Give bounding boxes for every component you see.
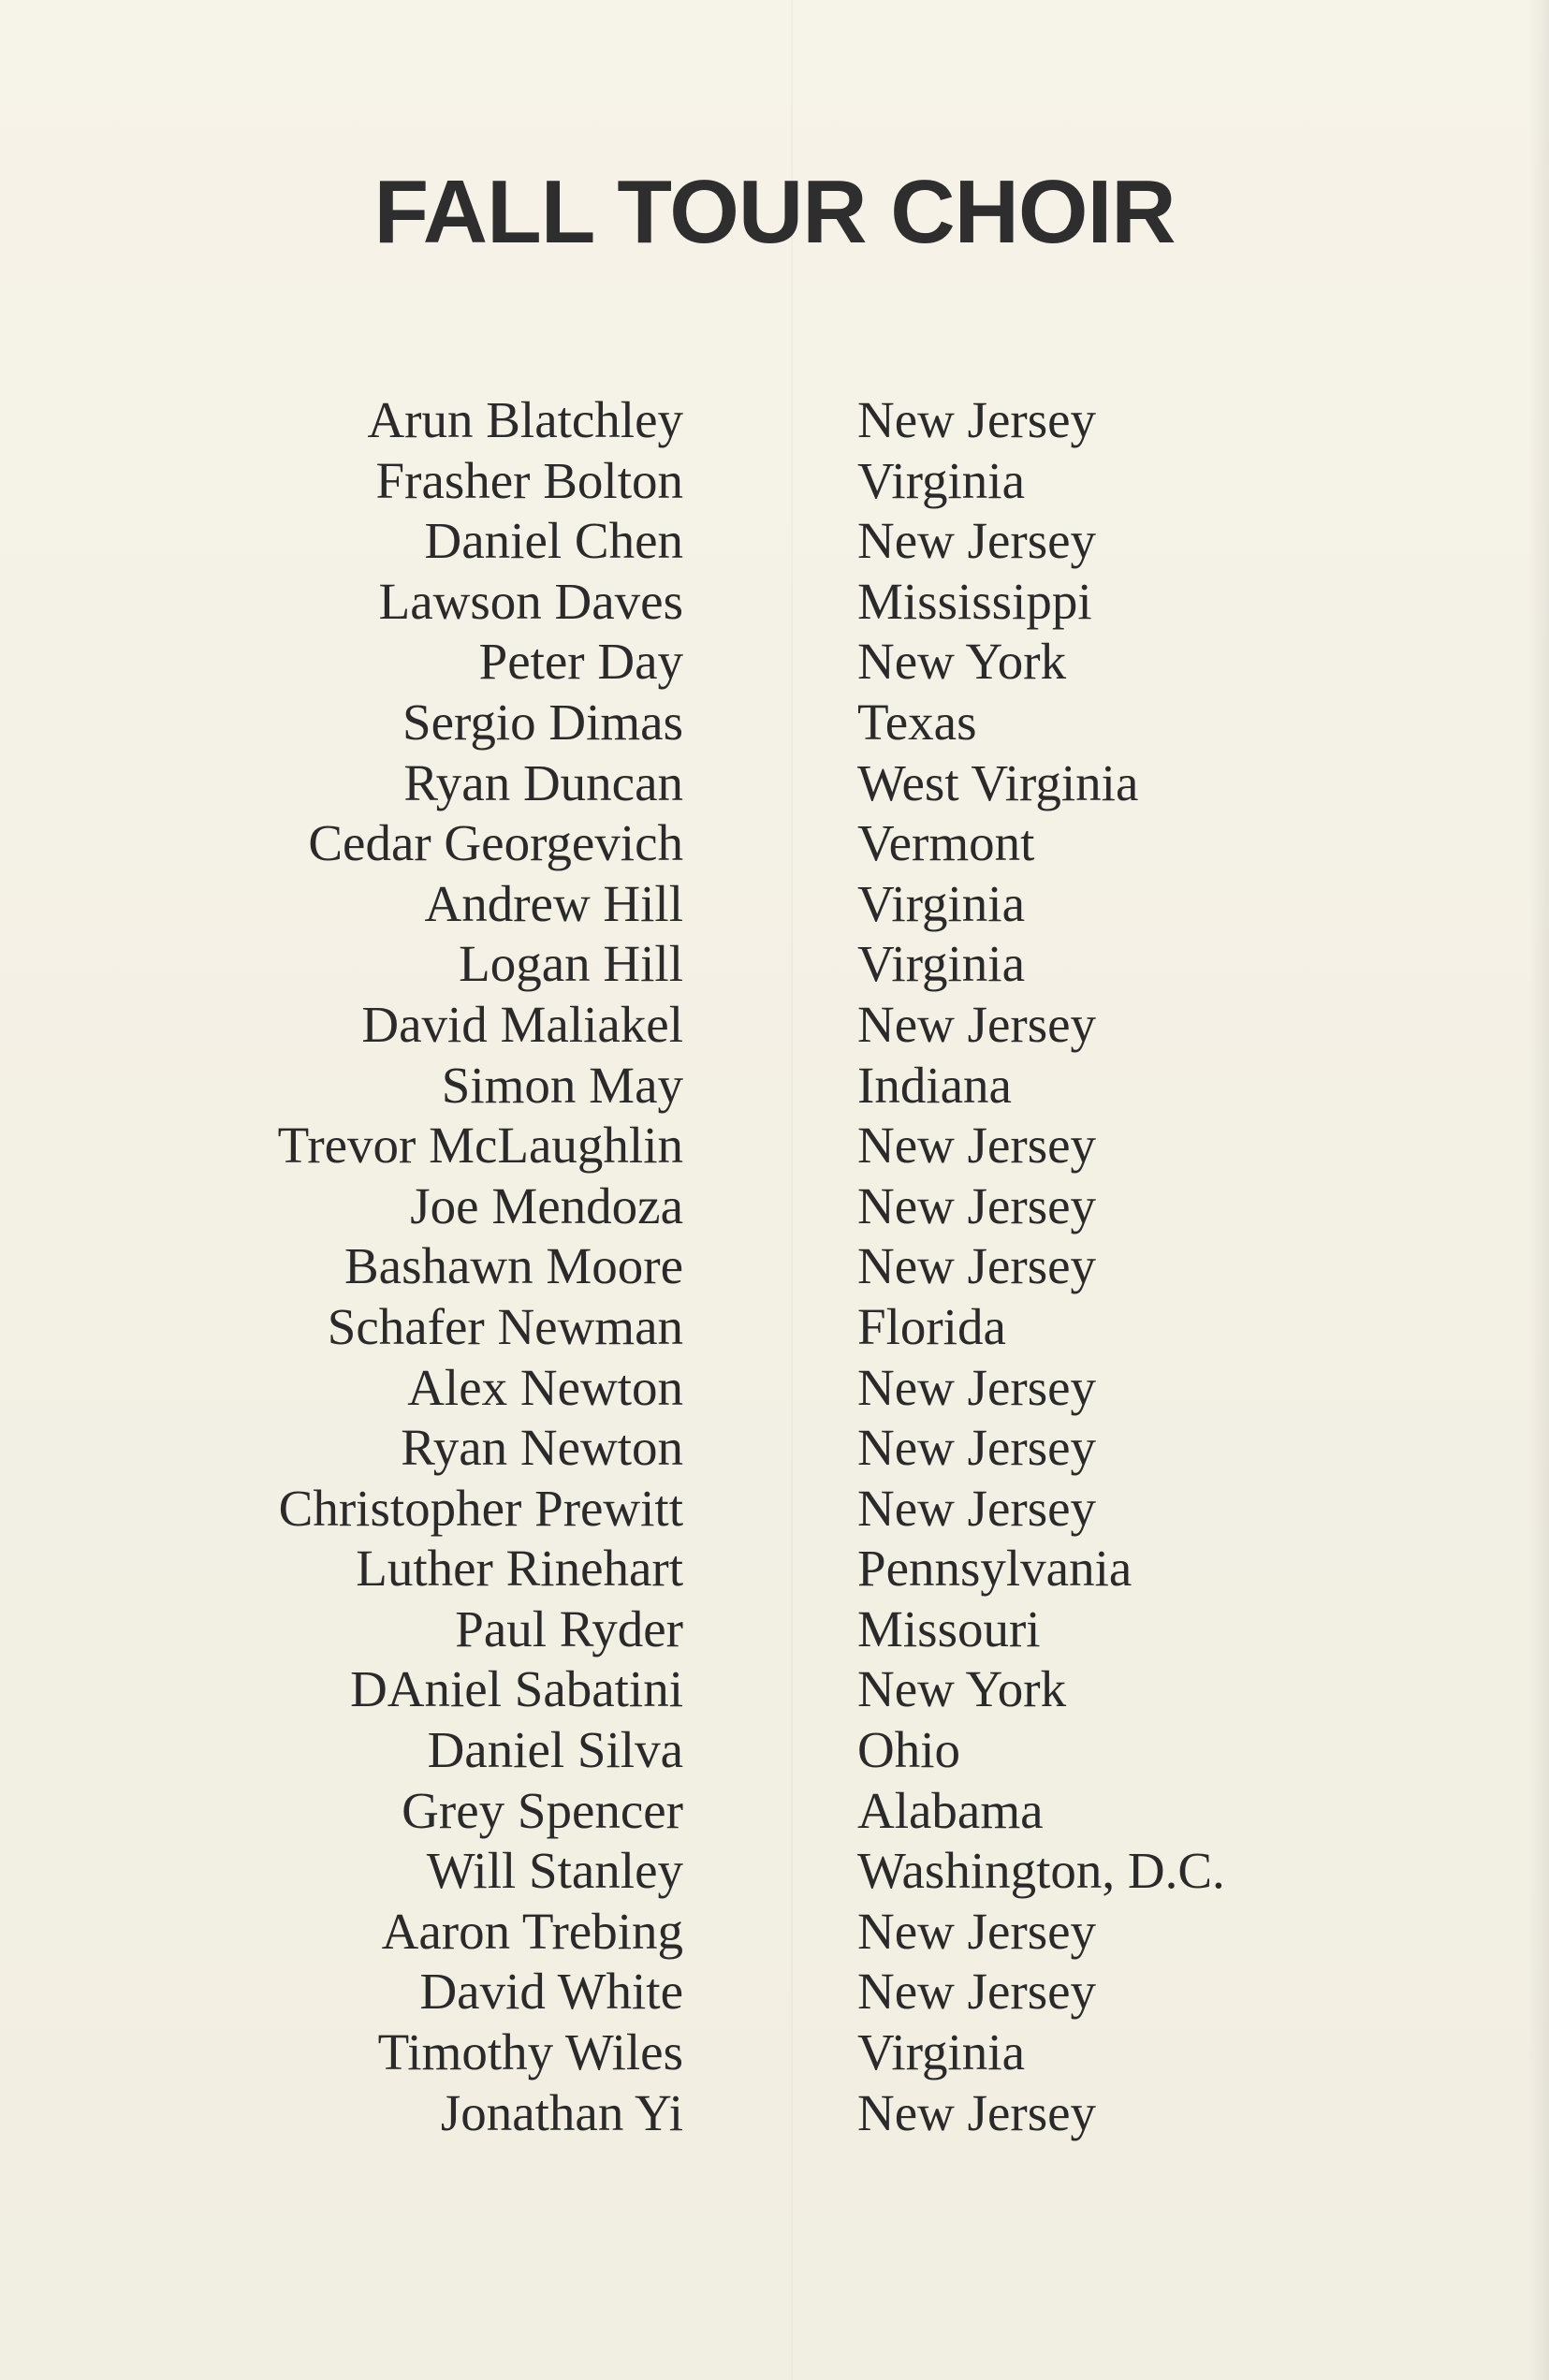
- member-name: Christopher Prewitt: [278, 1479, 683, 1537]
- roster-row: [0, 1720, 1549, 1781]
- roster-row: [0, 511, 1549, 572]
- member-state: New Jersey: [857, 1237, 1097, 1295]
- member-state: New Jersey: [857, 1963, 1097, 2021]
- roster-row: [0, 1659, 1549, 1720]
- member-state: Florida: [857, 1297, 1006, 1355]
- roster-row: [0, 1418, 1549, 1479]
- page-title: FALL TOUR CHOIR: [373, 162, 1176, 262]
- member-state: Virginia: [857, 2023, 1025, 2081]
- member-state: New Jersey: [857, 1358, 1097, 1416]
- roster-row: [0, 451, 1549, 512]
- member-name: Simon May: [441, 1056, 683, 1114]
- roster-row: [0, 1902, 1549, 1963]
- choir-roster: [0, 390, 1549, 2143]
- member-name: David White: [419, 1963, 683, 2021]
- roster-row: [0, 1599, 1549, 1660]
- member-state: Indiana: [857, 1056, 1012, 1114]
- member-name: Paul Ryder: [455, 1599, 683, 1657]
- member-name: David Maliakel: [361, 995, 683, 1053]
- member-state: Ohio: [857, 1721, 960, 1779]
- roster-row: [0, 1841, 1549, 1902]
- member-name: Timothy Wiles: [377, 2023, 683, 2081]
- roster-row: [0, 1056, 1549, 1117]
- member-name: Schafer Newman: [327, 1297, 683, 1355]
- roster-row: [0, 390, 1549, 451]
- roster-row: [0, 1116, 1549, 1176]
- member-name: Aaron Trebing: [381, 1902, 683, 1960]
- member-state: West Virginia: [857, 753, 1139, 811]
- member-state: New York: [857, 633, 1067, 691]
- roster-row: [0, 1236, 1549, 1297]
- member-name: Luther Rinehart: [356, 1540, 683, 1598]
- roster-row: [0, 1781, 1549, 1842]
- member-name: Logan Hill: [459, 935, 683, 993]
- member-state: New Jersey: [857, 1176, 1097, 1234]
- member-state: New Jersey: [857, 512, 1097, 570]
- roster-row: [0, 874, 1549, 935]
- member-name: Daniel Silva: [427, 1721, 683, 1779]
- member-name: Lawson Daves: [378, 572, 683, 630]
- member-state: Virginia: [857, 451, 1025, 509]
- member-name: Ryan Newton: [401, 1419, 683, 1477]
- member-state: New York: [857, 1660, 1067, 1718]
- member-name: Bashawn Moore: [343, 1237, 683, 1295]
- member-state: Missouri: [857, 1599, 1041, 1657]
- member-name: DAniel Sabatini: [350, 1660, 683, 1718]
- member-name: Alex Newton: [407, 1358, 683, 1416]
- member-state: New Jersey: [857, 995, 1097, 1053]
- member-name: Trevor McLaughlin: [277, 1117, 683, 1175]
- member-state: Vermont: [857, 814, 1035, 872]
- roster-row: [0, 995, 1549, 1056]
- roster-row: [0, 693, 1549, 753]
- roster-row: [0, 572, 1549, 633]
- member-state: New Jersey: [857, 2083, 1097, 2141]
- member-name: Sergio Dimas: [402, 693, 683, 751]
- member-state: New Jersey: [857, 1117, 1097, 1175]
- member-name: Will Stanley: [426, 1842, 683, 1900]
- member-name: Daniel Chen: [424, 512, 683, 570]
- roster-row: [0, 1297, 1549, 1358]
- roster-row: [0, 1962, 1549, 2022]
- member-state: Virginia: [857, 935, 1025, 993]
- member-state: New Jersey: [857, 1479, 1097, 1537]
- member-name: Andrew Hill: [424, 874, 683, 932]
- roster-row: [0, 2022, 1549, 2083]
- member-state: Washington, D.C.: [857, 1842, 1225, 1900]
- roster-row: [0, 934, 1549, 995]
- roster-row: [0, 1358, 1549, 1419]
- member-state: New Jersey: [857, 1902, 1097, 1960]
- roster-row: [0, 1539, 1549, 1599]
- roster-row: [0, 813, 1549, 874]
- member-state: Pennsylvania: [857, 1540, 1133, 1598]
- roster-row: [0, 1479, 1549, 1540]
- member-state: Alabama: [857, 1781, 1044, 1839]
- member-name: Frasher Bolton: [375, 451, 683, 509]
- member-state: Mississippi: [857, 572, 1092, 630]
- roster-row: [0, 2083, 1549, 2144]
- member-name: Ryan Duncan: [403, 753, 683, 811]
- member-state: Texas: [857, 693, 977, 751]
- member-name: Joe Mendoza: [410, 1176, 683, 1234]
- roster-row: [0, 753, 1549, 814]
- member-state: New Jersey: [857, 391, 1097, 448]
- member-state: Virginia: [857, 874, 1025, 932]
- member-name: Arun Blatchley: [367, 391, 683, 448]
- member-name: Peter Day: [478, 633, 683, 691]
- member-name: Jonathan Yi: [440, 2083, 683, 2141]
- roster-row: [0, 632, 1549, 693]
- member-name: Cedar Georgevich: [308, 814, 683, 872]
- member-name: Grey Spencer: [402, 1781, 683, 1839]
- roster-row: [0, 1176, 1549, 1237]
- member-state: New Jersey: [857, 1419, 1097, 1477]
